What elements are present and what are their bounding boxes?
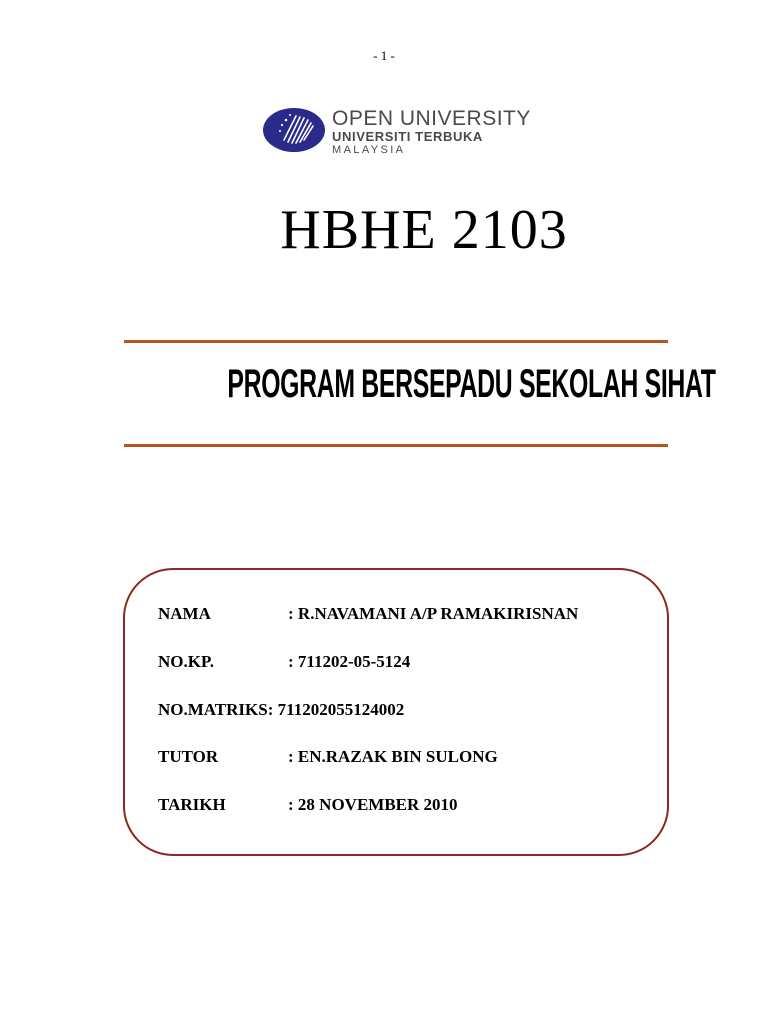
- info-label: NAMA: [158, 604, 211, 623]
- info-label: TARIKH: [158, 795, 226, 814]
- course-code: HBHE 2103: [280, 199, 568, 261]
- logo-text-country: MALAYSIA: [332, 144, 406, 156]
- university-logo: [262, 104, 582, 164]
- document-title: PROGRAM BERSEPADU SEKOLAH SIHAT: [227, 362, 716, 406]
- info-value: : R.NAVAMANI A/P RAMAKIRISNAN: [288, 604, 579, 623]
- info-row-tutor: [158, 747, 498, 767]
- info-value: : 711202-05-5124: [288, 652, 411, 671]
- info-row-nokp: [158, 652, 410, 672]
- title-rule-top: [124, 340, 668, 343]
- logo-text-primary: OPEN UNIVERSITY: [332, 107, 531, 130]
- info-row-tarikh: [158, 795, 458, 815]
- info-row-nama: [158, 604, 578, 624]
- info-value: 711202055124002: [273, 700, 405, 719]
- info-row-nomatriks: [158, 700, 404, 720]
- logo-text-secondary: UNIVERSITI TERBUKA: [332, 129, 483, 144]
- page-number: - 1 -: [373, 48, 395, 63]
- title-rule-bottom: [124, 444, 668, 447]
- info-label: TUTOR: [158, 747, 219, 766]
- info-label: NO.MATRIKS:: [158, 700, 274, 719]
- university-emblem-icon: [262, 106, 326, 154]
- info-value: : 28 NOVEMBER 2010: [288, 795, 458, 814]
- info-value: : EN.RAZAK BIN SULONG: [288, 747, 498, 766]
- info-label: NO.KP.: [158, 652, 215, 671]
